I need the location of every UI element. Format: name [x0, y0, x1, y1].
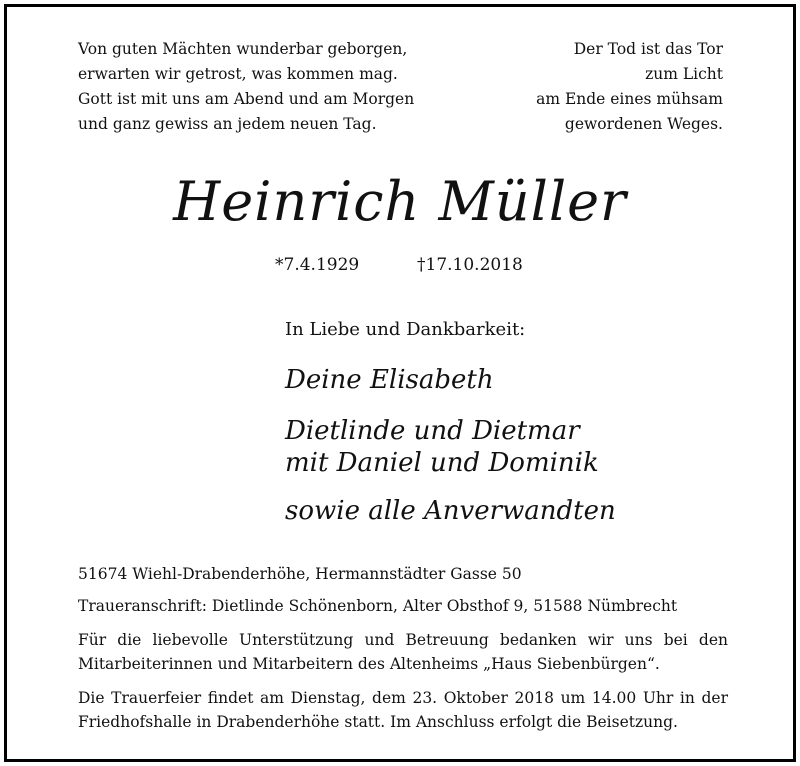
quote-line: Der Tod ist das Tor — [573, 40, 723, 58]
funeral-line: Die Trauerfeier findet am Dienstag, dem 23. Oktober 2018 um 14.00 Uhr in der — [78, 689, 728, 707]
quote-verse — [536, 37, 723, 137]
poem-line: und ganz gewiss an jedem neuen Tag. — [78, 115, 377, 133]
mourner-family-line: Dietlinde und Dietmar — [285, 416, 580, 446]
poem-verse — [78, 37, 414, 137]
mourner-family-line: mit Daniel und Dominik — [285, 448, 599, 478]
mourner-relatives: sowie alle Anverwandten — [285, 496, 616, 526]
poem-line: erwarten wir getrost, was kommen mag. — [78, 65, 398, 83]
funeral-paragraph — [78, 686, 728, 734]
mourner-spouse: Deine Elisabeth — [285, 365, 494, 395]
mourner-family — [285, 415, 599, 479]
residence-address: 51674 Wiehl-Drabenderhöhe, Hermannstädter Gasse 50 — [78, 565, 522, 583]
mourning-address: Traueranschrift: Dietlinde Schönenborn, Alter Obsthof 9, 51588 Nümbrecht — [78, 597, 678, 615]
poem-line: Von guten Mächten wunderbar geborgen, — [78, 40, 408, 58]
deceased-name: Heinrich Müller — [173, 170, 627, 233]
thanks-line: Für die liebevolle Unterstützung und Betreuung bedanken wir uns bei den — [78, 631, 728, 649]
funeral-line: Friedhofshalle in Drabenderhöhe statt. Im Anschluss erfolgt die Beisetzung. — [78, 713, 678, 731]
quote-line: zum Licht — [645, 65, 723, 83]
death-date: †17.10.2018 — [417, 255, 523, 275]
thanks-line: Mitarbeiterinnen und Mitarbeitern des Altenheims „Haus Siebenbürgen“. — [78, 655, 660, 673]
obituary-frame — [4, 4, 796, 762]
mourners-intro: In Liebe und Dankbarkeit: — [285, 319, 526, 340]
poem-line: Gott ist mit uns am Abend und am Morgen — [78, 90, 415, 108]
thanks-paragraph — [78, 628, 728, 676]
birth-date: *7.4.1929 — [275, 255, 360, 275]
quote-line: am Ende eines mühsam — [536, 90, 723, 108]
quote-line: gewordenen Weges. — [564, 115, 723, 133]
